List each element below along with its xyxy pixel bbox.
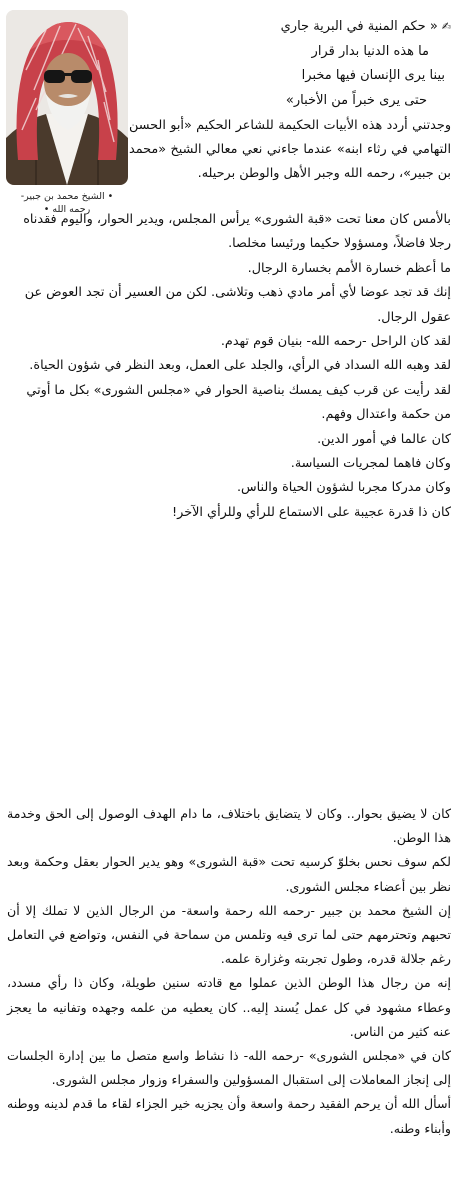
- poem-line-1: [129, 15, 451, 40]
- paragraph: وكان مدركا مجربا لشؤون الحياة والناس.: [236, 480, 451, 496]
- poem-line-4: حتى يرى خبراً من الأخبار»: [285, 92, 427, 108]
- caption-line-2: رحمه الله •: [43, 204, 91, 215]
- paragraph: أسأل الله أن يرحم الفقيد رحمة واسعة وأن يجزيه خير الجزاء لقاء ما قدم لدينه ووطنه وأبناء وطنه.: [7, 1096, 451, 1136]
- paragraph: كان لا يضيق بحوار.. وكان لا يتضايق باختلاف، ما دام الهدف الوصول إلى الحق وخدمة هذا الوطن.: [7, 806, 451, 846]
- paragraph: إنه من رجال هذا الوطن الذين عملوا مع قادته سنين طويلة، وكان ذا رأي مسدد، وعطاء مشهود في كل عمل يُسند إليه.. كان يعطيه من علمه وجهده وتفانيه ما يعجز عنه كثير من الناس.: [7, 975, 451, 1039]
- paragraph: لقد كان الراحل -رحمه الله- بنيان قوم تهدم.: [220, 334, 451, 350]
- paragraph: إن الشيخ محمد بن جبير -رحمه الله رحمة واسعة- من الرجال الذين لا تملك إلا أن تحبهم وتحترمهم حتى لما ترى فيه وتلمس من سماحة في النفس، وتواضع في التعامل رغم جلالة قدره، وطول تجربته وغزارة علمه.: [7, 902, 451, 967]
- quill-pen-icon: ✍: [441, 20, 451, 33]
- poem-line-1-text: « حكم المنية في البرية جاري: [280, 19, 438, 34]
- paragraph: لقد رأيت عن قرب كيف يمسك بناصية الحوار في «مجلس الشورى» بكل ما أوتي من حكمة واعتدال وفهم.: [26, 382, 451, 423]
- poem-line-3: بينا يرى الإنسان فيها مخبرا: [301, 68, 445, 83]
- paragraph: لقد وهبه الله السداد في الرأي، والجلد على العمل، وبعد النظر في شؤون الحياة.: [29, 358, 451, 374]
- paragraph: كان ذا قدرة عجيبة على الاستماع للرأي وللرأي الآخر!: [172, 504, 451, 520]
- paragraph: كان في «مجلس الشورى» -رحمه الله- ذا نشاط واسع متصل ما بين إدارة الجلسات إلى إنجاز المعاملات إلى استقبال المسؤولين والسفراء وزوار مجلس الشورى.: [7, 1048, 451, 1088]
- article-body-top: [7, 208, 451, 525]
- paragraph: كان عالما في أمور الدين.: [317, 431, 451, 447]
- caption-line-1: • الشيخ محمد بن جبير-: [20, 191, 114, 202]
- paragraph: ما أعظم خسارة الأمم بخسارة الرجال.: [247, 260, 451, 276]
- paragraph: إنك قد تجد عوضا لأي أمر مادي ذهب وتلاشى. لكن من العسير أن تجد العوض عن عقول الرجال.: [24, 285, 451, 325]
- paragraph: لكم سوف نحس بخلوّ كرسيه تحت «قبة الشورى» وهو يدير الحوار بعقل وحكمة وبعد نظر بين أعضاء مجلس الشورى.: [7, 854, 451, 894]
- poem-line-2: ما هذه الدنيا بدار قرار: [311, 43, 429, 59]
- portrait-illustration: [6, 10, 128, 185]
- opening-poem: [129, 15, 451, 113]
- article-body-bottom: [7, 802, 451, 1141]
- intro-paragraph: وجدتني أردد هذه الأبيات الحكيمة للشاعر الحكيم «أبو الحسن التهامي في رثاء ابنه» عندما جاءني نعي معالي الشيخ «محمد بن جبير»، رحمه الله وجبر الأهل والوطن برحيله.: [129, 118, 451, 181]
- paragraph: وكان فاهما لمجريات السياسة.: [290, 456, 451, 472]
- paragraph: بالأمس كان معنا تحت «قبة الشورى» يرأس المجلس، ويدير الحوار، واليوم فقدناه رجلا فاضلاً، ومسؤولا حكيما ورئيسا مخلصا.: [23, 212, 451, 252]
- portrait-photo: [6, 10, 128, 185]
